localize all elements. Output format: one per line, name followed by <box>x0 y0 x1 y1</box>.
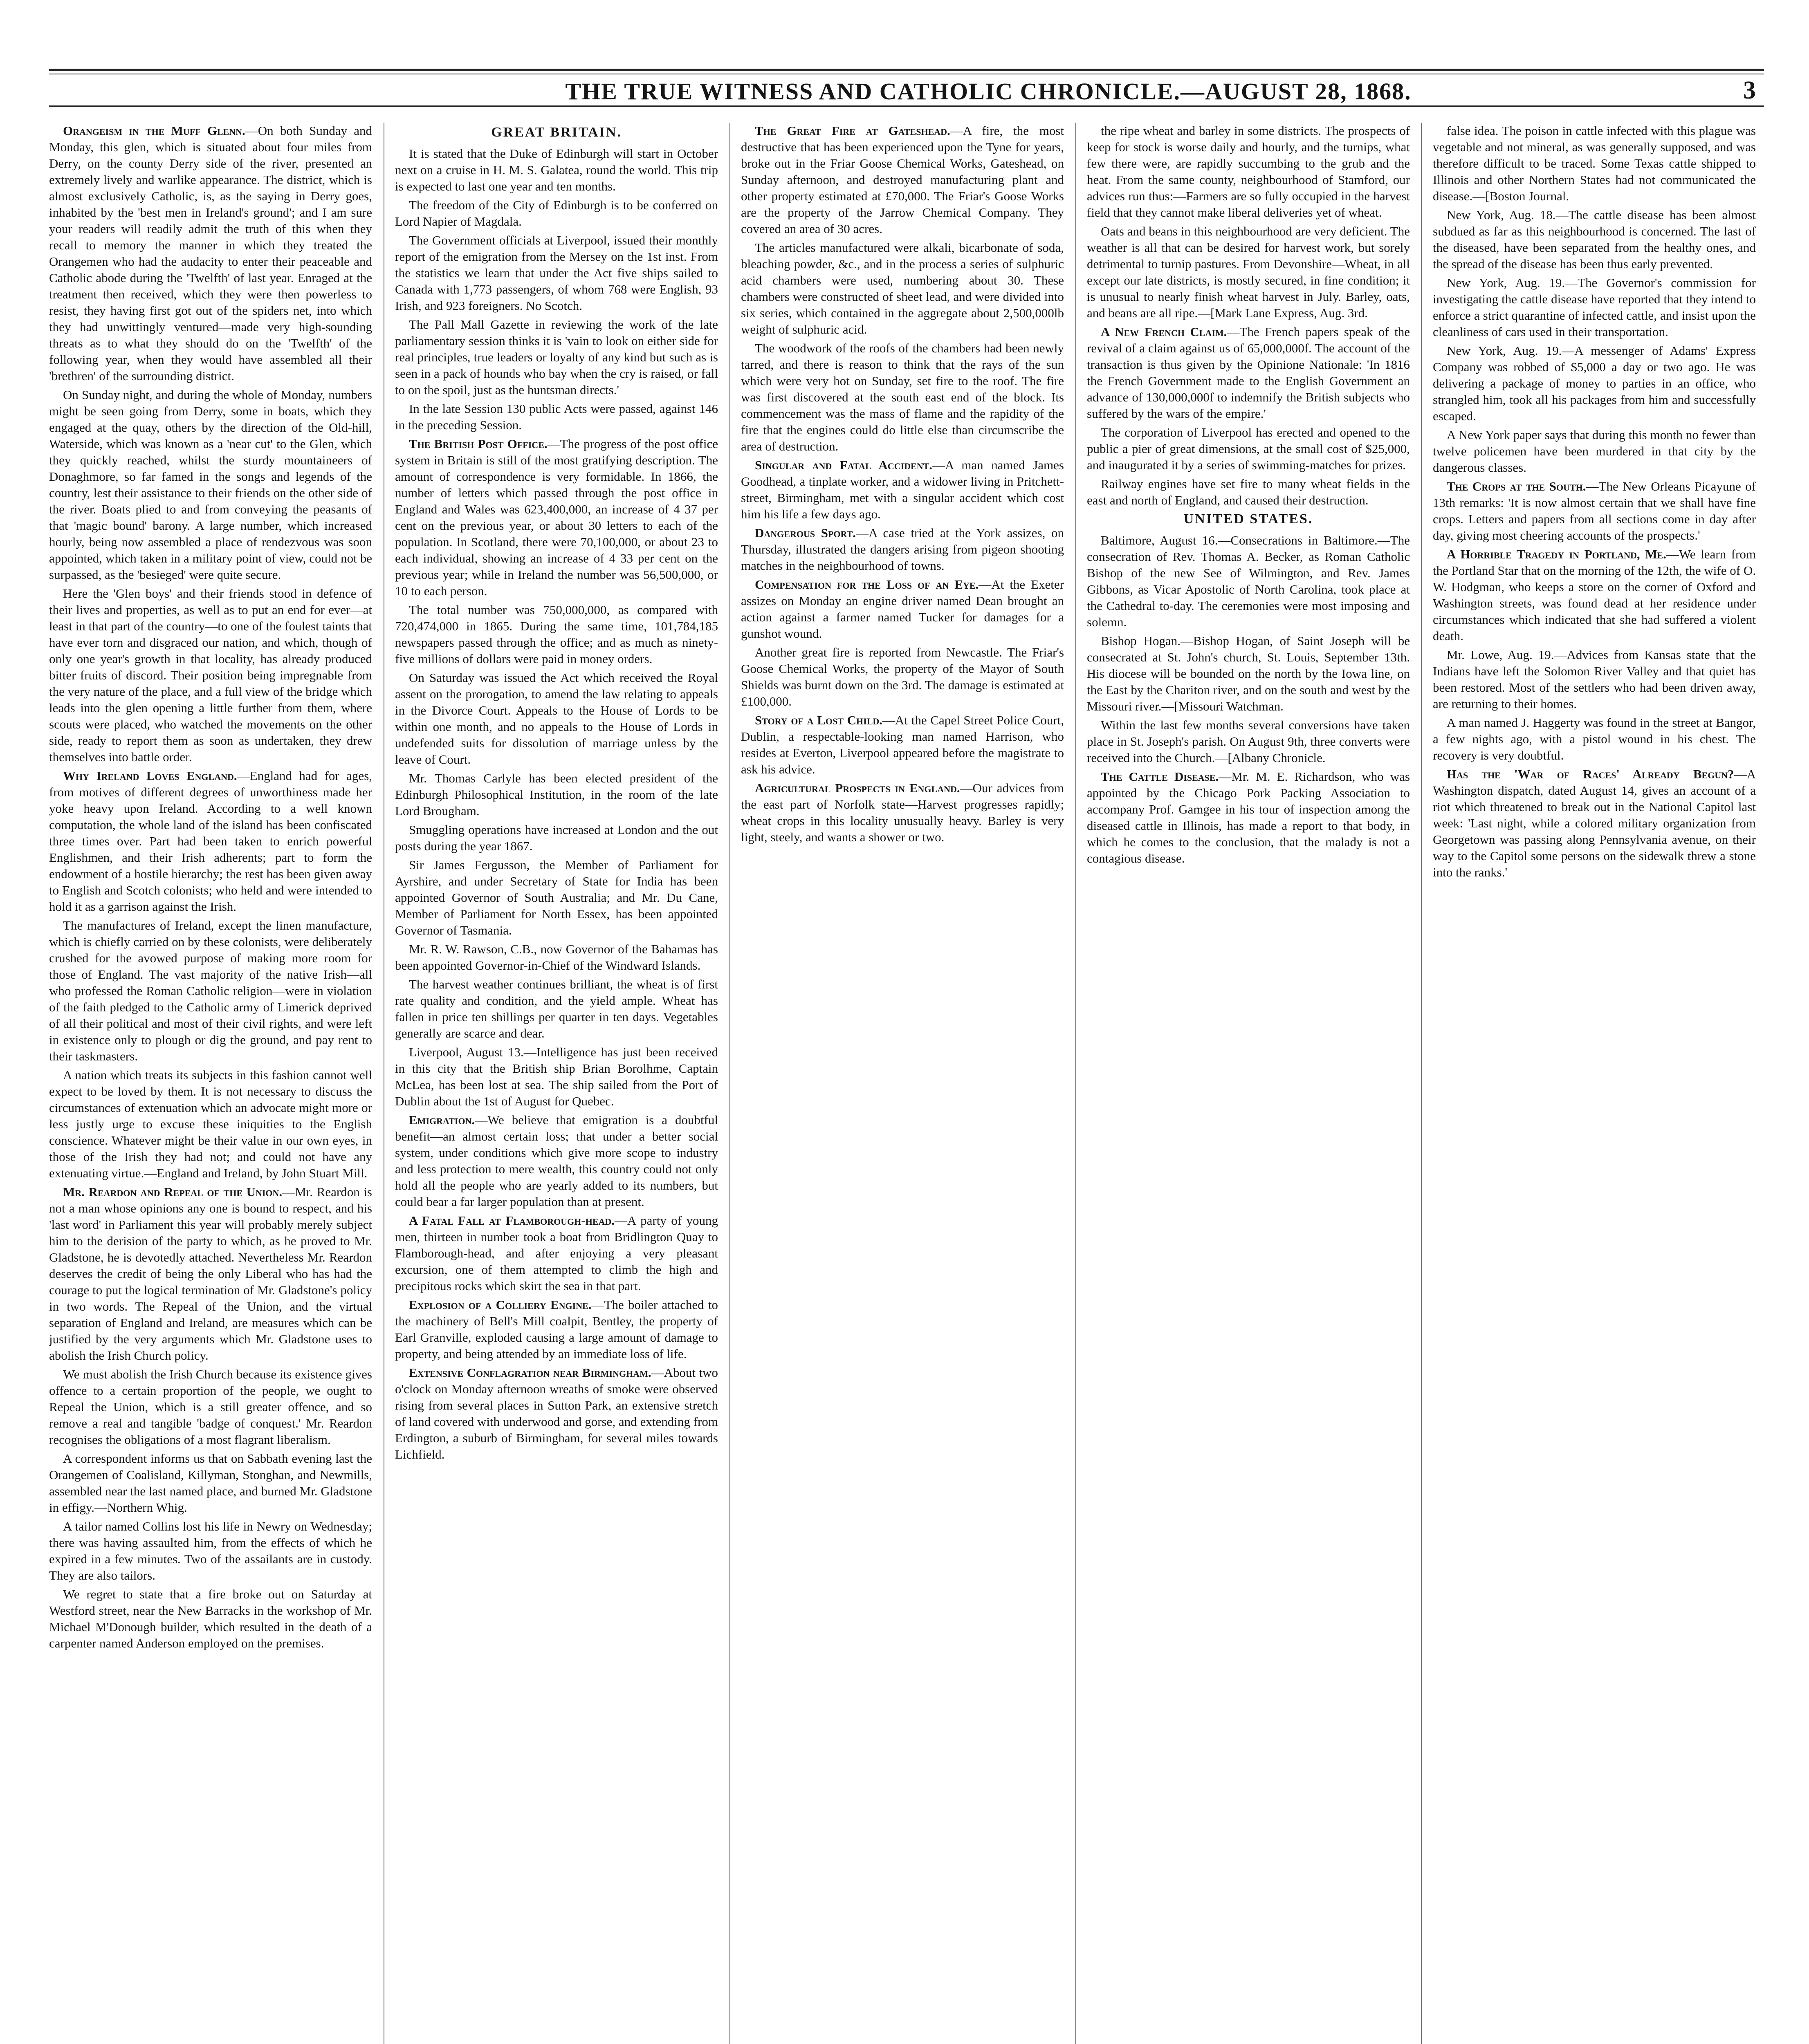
article-text: the ripe wheat and barley in some districts. The prospects of keep for stock is worse daily and hourly, and the turnips, what few there were, are rapidly succumbing to the grub and the heat. From the same county, neighbourhood of Stamford, our advices run thus:—Farmers are so fully occupied in the harvest field that they cannot make liberal deliveries yet of wheat. <box>1087 123 1410 220</box>
article-text: A correspondent informs us that on Sabbath evening last the Orangemen of Coalisland, Killyman, Stonghan, and Newmills, assembled near the last named place, and burned Mr. Gladstone in effigy.—Northern Whig. <box>49 1451 372 1515</box>
article-text: —A party of young men, thirteen in number took a boat from Bridlington Quay to Flamborough-head, and after enjoying a very pleasant excursion, one of them attempted to climb the high and precipitous rocks which skirt the sea in that part. <box>395 1213 718 1293</box>
article-text: —At the Capel Street Police Court, Dublin, a respectable-looking man named Harrison, who resides at Everton, Liverpool appeared before the magistrate to ask his advice. <box>741 713 1064 776</box>
article-text: A New York paper says that during this month no fewer than twelve policemen have been murdered in that city by the dangerous classes. <box>1433 428 1756 475</box>
article-text: The articles manufactured were alkali, bicarbonate of soda, bleaching powder, &c., and in the process a series of sulphuric acid chambers were used, numbering about 30. These chambers were constructed of sheet lead, and were divided into six series, which contained in the aggregate about 2,500,000lb weight of sulphuric acid. <box>741 240 1064 336</box>
article-text: —On both Sunday and Monday, this glen, which is situated about four miles from Derry, on the county Derry side of the river, presented an extremely lively and warlike appearance. The district, which is almost exclusively Catholic, is, as the saying in Derry goes, inhabited by the 'best men in Ireland's ground'; and I am sure your readers will readily admit the truth of this when they recall to memory the manner in which they treated the Orangemen who had the audacity to enter their peaceable and Catholic abode during the 'Twelfth' of last year. Enraged at the treatment then received, which they were then powerless to resist, they having first got out of the spiders net, into which they had unwittingly ventured—made very high-sounding threats as to what they should do on the 'Twelfth' of the following year, when they would have assembled all their 'brethren' of the surrounding district. <box>49 123 372 383</box>
section-heading: GREAT BRITAIN. <box>491 125 622 140</box>
article-paragraph <box>1087 532 1410 630</box>
article-headline: Explosion of a Colliery Engine. <box>409 1298 592 1312</box>
article-paragraph <box>1087 633 1410 715</box>
article-headline: Dangerous Sport. <box>755 526 856 540</box>
article-paragraph <box>1433 427 1756 476</box>
article-paragraph <box>395 976 718 1042</box>
article-text: Mr. R. W. Rawson, C.B., now Governor of the Bahamas has been appointed Governor-in-Chief of the Windward Islands. <box>395 942 718 973</box>
article-text: —Mr. M. E. Richardson, who was appointed by the Chicago Pork Packing Association to accompany Prof. Gamgee in his tour of inspection among the diseased cattle in Illinois, has made a report to that body, in which he comes to the conclusion, that the malady is not a contagious disease. <box>1087 769 1410 865</box>
article-text: In the late Session 130 public Acts were passed, against 146 in the preceding Session. <box>395 401 718 432</box>
article-paragraph <box>741 644 1064 710</box>
article-paragraph <box>1433 546 1756 644</box>
article-text: Railway engines have set fire to many wheat fields in the east and north of England, and caused their destruction. <box>1087 477 1410 507</box>
article-text: —Our advices from the east part of Norfolk state—Harvest progresses rapidly; wheat crops in this locality unusually heavy. Barley is very light, steely, and wants a shower or two. <box>741 781 1064 844</box>
article-headline: A New French Claim. <box>1101 325 1227 339</box>
article-paragraph <box>1087 123 1410 221</box>
article-text: Another great fire is reported from Newcastle. The Friar's Goose Chemical Works, the property of the Mayor of South Shields was burnt down on the 3rd. The damage is estimated at £100,000. <box>741 645 1064 708</box>
article-paragraph <box>1433 207 1756 272</box>
article-text: We regret to state that a fire broke out on Saturday at Westford street, near the New Barracks in the workshop of Mr. Michael M'Donough builder, which resulted in the death of a carpenter named Anderson employed on the premises. <box>49 1587 372 1650</box>
article-text: —Mr. Reardon is not a man whose opinions any one is bound to respect, and his 'last word' in Parliament this year will probably merely subject him to the derision of the party to which, as he proved to Mr. Gladstone, he is devotedly attached. Nevertheless Mr. Reardon deserves the credit of being the only Liberal who has had the courage to put the logical termination of Mr. Gladstone's policy in two words. The Repeal of the Union, and the virtual separation of England and Ireland, are measures which can be justified by the very arguments which Mr. Gladstone uses to abolish the Irish Church policy. <box>49 1185 372 1363</box>
article-paragraph <box>395 436 718 599</box>
article-text: A nation which treats its subjects in this fashion cannot well expect to be loved by them. It is not necessary to discuss the circumstances of extenuation which an advocate might more or less justly urge to excuse these iniquities to the English conscience. Whatever might be their value in our own eyes, in those of the Irish they had not; and could not have any extenuating virtue.—England and Ireland, by John Stuart Mill. <box>49 1068 372 1180</box>
column-divider <box>729 123 730 2044</box>
article-text: —The New Orleans Picayune of 13th remarks: 'It is now almost certain that we shall have fine crops. Letters and papers from all sections come in day after day, giving most cheering accounts of the prospects.' <box>1433 479 1756 542</box>
article-text: The harvest weather continues brilliant, the wheat is of first rate quality and condition, and the yield ample. Wheat has fallen in price ten shillings per quarter in ten days. Vegetables generally are scarce and dear. <box>395 977 718 1040</box>
article-headline: The Great Fire at Gateshead. <box>755 123 950 138</box>
article-paragraph <box>49 1450 372 1516</box>
article-paragraph <box>741 123 1064 237</box>
article-paragraph <box>395 316 718 398</box>
article-text: —England had for ages, from motives of different degrees of unworthiness made her yoke heavy upon Ireland. According to a well known computation, the whole land of the island has been confiscated three times over. Part had been taken to enrich powerful Englishmen, and their Irish adherents; part to form the endowment of a hostile hierarchy; the rest has been given away to English and Scotch colonists; who held and were intended to hold it as a garrison against the Irish. <box>49 769 372 914</box>
column-2 <box>395 123 718 2044</box>
article-text: Bishop Hogan.—Bishop Hogan, of Saint Joseph will be consecrated at St. John's church, St. Louis, September 13th. His diocese will be bounded on the north by the Iowa line, on the East by the Chariton river, and on the south and west by the Missouri river.—[Missouri Watchman. <box>1087 634 1410 713</box>
article-paragraph <box>741 525 1064 574</box>
article-text: —A case tried at the York assizes, on Thursday, illustrated the dangers arising from pigeon shooting matches in the neighbourhood of towns. <box>741 526 1064 573</box>
article-text: Sir James Fergusson, the Member of Parliament for Ayrshire, and under Secretary of State for India has been appointed Governor of South Australia; and Mr. Du Cane, Member of Parliament for North Essex, has been appointed Governor of Tasmania. <box>395 858 718 937</box>
article-paragraph <box>741 457 1064 522</box>
section-heading: UNITED STATES. <box>1183 511 1313 527</box>
article-paragraph <box>1433 478 1756 544</box>
masthead <box>49 69 1764 108</box>
article-text: —The boiler attached to the machinery of Bell's Mill coalpit, Bentley, the property of Earl Granville, exploded causing a large amount of damage to property, and being attended by an immediate loss of life. <box>395 1298 718 1361</box>
article-paragraph <box>49 1518 372 1584</box>
article-paragraph <box>49 917 372 1065</box>
article-text: The manufactures of Ireland, except the linen manufacture, which is chiefly carried on by these colonists, were deliberately crushed for the avowed purpose of making more room for those of England. The vast majority of the native Irish—all who professed the Roman Catholic religion—were in violation of the faith pledged to the Catholic army of Limerick deprived of all their political and most of their civil rights, and were left in existence only to plough or dig the ground, and pay rent to their taskmasters. <box>49 918 372 1063</box>
column-divider <box>1421 123 1422 2044</box>
article-headline: Story of a Lost Child. <box>755 713 883 727</box>
column-divider <box>1075 123 1076 2044</box>
article-text: New York, Aug. 18.—The cattle disease has been almost subdued as far as this neighbourhood is concerned. The last of the diseased, have been separated from the healthy ones, and the spread of the disease has been thus early prevented. <box>1433 208 1756 271</box>
article-text: —A Washington dispatch, dated August 14, gives an account of a riot which threatened to break out in the National Capitol last week: 'Last night, while a colored military organization from Georgetown was passing along Pennsylvania avenue, on their way to the Capitol some persons on the sidewalk threw a stone into the ranks.' <box>1433 767 1756 879</box>
article-text: Liverpool, August 13.—Intelligence has just been received in this city that the British ship Brian Borolhme, Captain McLea, has been lost at sea. The ship sailed from the Port of Dublin about the 1st of August for Quebec. <box>395 1045 718 1108</box>
article-text: It is stated that the Duke of Edinburgh will start in October next on a cruise in H. M. S. Galatea, round the world. This trip is expected to last one year and ten months. <box>395 146 718 193</box>
article-paragraph <box>1433 647 1756 712</box>
article-paragraph <box>49 1366 372 1448</box>
article-text: —The progress of the post office system in Britain is still of the most gratifying description. The amount of correspondence is very formidable. In 1866, the number of letters which passed through the post office in England and Wales was 623,400,000, an increase of 4 37 per cent on the previous year, or about 30 letters to each of the population. In Scotland, there were 70,100,000, or about 23 to each individual, showing an increase of 4 33 per cent on the previous year; while in Ireland the number was 56,500,000, or 10 to each person. <box>395 437 718 598</box>
article-columns <box>49 123 1764 2044</box>
article-text: Here the 'Glen boys' and their friends stood in defence of their lives and properties, as well as to put an end for ever—at least in that part of the country—to one of the foulest taints that have ever torn and disgraced our nation, and which, though of only one year's growth in that locality, has already produced bitter fruits of discord. Their position being impregnable from the very nature of the place, and a full view of the bridge which leads into the glen opening a little further from them, where scouts were placed, who watched the movements on the other side, ready to report them as soon as undertaken, they drew themselves into battle order. <box>49 586 372 764</box>
article-text: New York, Aug. 19.—The Governor's commission for investigating the cattle disease have reported that they intend to enforce a strict quarantine of infected cattle, and insist upon the cleanliness of cars used in their transportation. <box>1433 276 1756 339</box>
article-text: The total number was 750,000,000, as compared with 720,474,000 in 1865. During the same time, 101,784,185 newspapers passed through the office; and as much as ninety-five millions of dollars were paid in money orders. <box>395 603 718 666</box>
article-text: On Sunday night, and during the whole of Monday, numbers might be seen going from Derry, some in boats, which they engaged at the quay, others by the direction of the Old-hill, Waterside, which was known as a 'near cut' to the Glen, which they quickly reached, whilst the sturdy mountaineers of Donaghmore, so far famed in the songs and legends of the country, lest their assistance to their friends on the other side of the river. Boats plied to and from conveying the peasants of that 'magic bound' barony. A large number, which increased hourly, being now assembled a place of rendezvous was soon appointed, which taken in a military point of view, could not be surpassed, as the 'besieged' were quite secure. <box>49 388 372 582</box>
article-paragraph <box>1087 717 1410 766</box>
article-text: —The French papers speak of the revival of a claim against us of 65,000,000f. The account of the transaction is thus given by the Opinione Nationale: 'In 1816 the French Government made to the English Government an advance of 130,000,000f to indemnify the British subjects who suffered by the wars of the empire.' <box>1087 325 1410 421</box>
article-paragraph <box>395 1112 718 1210</box>
article-paragraph <box>395 941 718 974</box>
article-headline: The Crops at the South. <box>1447 479 1586 493</box>
article-paragraph <box>49 1067 372 1181</box>
article-text: A man named J. Haggerty was found in the street at Bangor, a few nights ago, with a pistol wound in his chest. The recovery is very doubtful. <box>1433 715 1756 762</box>
article-paragraph <box>49 1586 372 1652</box>
article-text: A tailor named Collins lost his life in Newry on Wednesday; there was having assaulted him, from the effects of which he expired in a few minutes. Two of the assailants are in custody. They are also tailors. <box>49 1519 372 1582</box>
article-paragraph <box>1087 769 1410 867</box>
article-paragraph <box>395 146 718 195</box>
article-text: —We believe that emigration is a doubtful benefit—an almost certain loss; that under a better social system, under conditions which give more scope to industry and less protection to mere wealth, this country could not only hold all the people who are yearly added to its numbers, but could bear a far larger population than at present. <box>395 1113 718 1209</box>
newspaper-title: THE TRUE WITNESS AND CATHOLIC CHRONICLE.—AUGUST 28, 1868. <box>565 78 1412 105</box>
article-paragraph <box>49 585 372 765</box>
article-headline: The British Post Office. <box>409 437 548 451</box>
article-paragraph <box>49 1184 372 1364</box>
column-1 <box>49 123 372 2044</box>
column-3 <box>741 123 1064 2044</box>
article-headline: Emigration. <box>409 1113 475 1127</box>
article-headline: Mr. Reardon and Repeal of the Union. <box>63 1185 283 1199</box>
article-paragraph <box>1433 715 1756 764</box>
article-paragraph <box>1087 223 1410 321</box>
article-paragraph <box>741 576 1064 642</box>
article-headline: Agricultural Prospects in England. <box>755 781 960 795</box>
article-headline: A Fatal Fall at Flamborough-head. <box>409 1213 615 1228</box>
article-paragraph <box>395 670 718 768</box>
article-paragraph <box>395 1365 718 1463</box>
article-paragraph <box>1433 766 1756 881</box>
article-headline: Orangeism in the Muff Glenn. <box>63 123 245 138</box>
article-text: The Pall Mall Gazette in reviewing the work of the late parliamentary session thinks it is 'vain to look on either side for real principles, true leaders or loyalty of any kind but such as is seen in a pack of hounds who bay when the cry is raised, or fall to on the spoil, just as the huntsman directs.' <box>395 317 718 397</box>
article-paragraph <box>1087 424 1410 473</box>
article-paragraph <box>49 123 372 384</box>
article-text: —About two o'clock on Monday afternoon wreaths of smoke were observed rising from several places in Sutton Park, an extensive stretch of land covered with underwood and gorse, and extending from Erdington, a suburb of Birmingham, for several miles towards Lichfield. <box>395 1365 718 1461</box>
article-paragraph <box>741 240 1064 338</box>
article-text: —At the Exeter assizes on Monday an engine driver named Dean brought an action against a farmer named Tucker for damages for a gunshot wound. <box>741 577 1064 641</box>
masthead-rule-top <box>49 69 1764 71</box>
article-headline: Extensive Conflagration near Birmingham. <box>409 1365 651 1380</box>
article-paragraph <box>741 780 1064 845</box>
article-text: Smuggling operations have increased at London and the out posts during the year 1867. <box>395 823 718 853</box>
article-text: Mr. Lowe, Aug. 19.—Advices from Kansas state that the Indians have left the Solomon River Valley and that quiet has been restored. Most of the settlers who had been driven away, are returning to their homes. <box>1433 648 1756 711</box>
article-paragraph <box>741 712 1064 778</box>
article-text: The Government officials at Liverpool, issued their monthly report of the emigration from the Mersey on the 1st inst. From the statistics we learn that under the Act five ships sailed to Canada with 1,773 passengers, of whom 768 were English, 93 Irish, and 923 foreigners. No Scotch. <box>395 233 718 313</box>
article-paragraph <box>1087 476 1410 509</box>
article-paragraph <box>395 770 718 819</box>
article-paragraph <box>49 768 372 915</box>
article-text: The woodwork of the roofs of the chambers had been newly tarred, and there is reason to think that the rays of the sun which were very hot on Sunday, set fire to the roof. The fire was first discovered at the south east end of the block. Its commencement was the mass of flame and the rapidity of the fire that the engines could do little else than circumscribe the area of destruction. <box>741 341 1064 453</box>
article-paragraph <box>1087 324 1410 422</box>
article-text: Oats and beans in this neighbourhood are very deficient. The weather is all that can be desired for harvest work, but sorely detrimental to turnip pastures. From Devonshire—Wheat, in all except our late districts, is mostly secured, in fine condition; it is unusual to nearly finish wheat harvest in July. Barley, oats, and beans are all ripe.—[Mark Lane Express, Aug. 3rd. <box>1087 224 1410 320</box>
article-text: The freedom of the City of Edinburgh is to be conferred on Lord Napier of Magdala. <box>395 198 718 229</box>
article-headline: The Cattle Disease. <box>1101 769 1219 784</box>
article-paragraph <box>395 602 718 667</box>
page-number: 3 <box>1743 76 1756 104</box>
article-paragraph <box>395 1213 718 1294</box>
article-paragraph <box>395 1044 718 1109</box>
article-text: We must abolish the Irish Church because its existence gives offence to a certain proportion of the people, we ought to Repeal the Union, which is a still greater offence, and so remove a real and tangible 'badge of conquest.' Mr. Reardon recognises the obligations of a most flagrant liberalism. <box>49 1367 372 1447</box>
article-text: The corporation of Liverpool has erected and opened to the public a pier of great dimensions, at the small cost of $25,000, and inaugurated it by a series of swimming-matches for prizes. <box>1087 425 1410 472</box>
article-text: On Saturday was issued the Act which received the Royal assent on the prorogation, to amend the law relating to appeals in the Divorce Court. Appeals to the House of Lords to be within one month, and no appeals to the House of Lords in undefended suits for dissolution of marriage unless by the leave of Court. <box>395 670 718 766</box>
article-paragraph <box>1433 343 1756 424</box>
article-paragraph <box>395 197 718 230</box>
article-paragraph <box>395 232 718 314</box>
article-headline: Singular and Fatal Accident. <box>755 458 933 472</box>
article-text: New York, Aug. 19.—A messenger of Adams' Express Company was robbed of $5,000 a day or two ago. He was delivering a package of money to parties in an office, who strangled him, took all his packages from him and successfully escaped. <box>1433 343 1756 423</box>
article-paragraph <box>395 857 718 939</box>
article-text: —We learn from the Portland Star that on the morning of the 12th, the wife of O. W. Hodgman, who keeps a store on the corner of Oxford and Washington streets, was found dead at her residence under circumstances which indicated that she had suffered a violent death. <box>1433 547 1756 643</box>
article-paragraph <box>395 822 718 854</box>
article-paragraph <box>1433 123 1756 204</box>
article-text: Within the last few months several conversions have taken place in St. Joseph's parish. On August 9th, three converts were received into the Church.—[Albany Chronicle. <box>1087 718 1410 765</box>
article-headline: Why Ireland Loves England. <box>63 769 237 783</box>
column-4 <box>1087 123 1410 2044</box>
article-paragraph <box>1433 275 1756 340</box>
article-paragraph <box>49 387 372 583</box>
article-text: Baltimore, August 16.—Consecrations in Baltimore.—The consecration of Rev. Thomas A. Becker, as Roman Catholic Bishop of the new See of Wilmington, and Rev. James Gibbons, as Vicar Apostolic of North Carolina, took place at the Cathedral to-day. The ceremonies were most imposing and solemn. <box>1087 533 1410 629</box>
article-headline: A Horrible Tragedy in Portland, Me. <box>1447 547 1666 561</box>
article-headline: Compensation for the Loss of an Eye. <box>755 577 979 592</box>
article-headline: Has the 'War of Races' Already Begun? <box>1447 767 1734 781</box>
article-text: Mr. Thomas Carlyle has been elected president of the Edinburgh Philosophical Institution, in the room of the late Lord Brougham. <box>395 771 718 818</box>
article-paragraph <box>395 1297 718 1362</box>
article-paragraph <box>395 401 718 433</box>
column-5 <box>1433 123 1756 2044</box>
article-text: —A fire, the most destructive that has been experienced upon the Tyne for years, broke out in the Friar Goose Chemical Works, Gateshead, on Sunday afternoon, and destroyed manufacturing plant and other property estimated at £70,000. The Friar's Goose Works are the property of the Jarrow Chemical Company. They covered an area of 30 acres. <box>741 123 1064 236</box>
article-text: —A man named James Goodhead, a tinplate worker, and a widower living in Pritchett-street, Birmingham, met with a singular accident which cost him his life a few days ago. <box>741 458 1064 521</box>
article-paragraph <box>741 340 1064 455</box>
masthead-rule-bottom <box>49 105 1764 107</box>
article-text: false idea. The poison in cattle infected with this plague was vegetable and not mineral, as was generally supposed, and was therefore difficult to be traced. Some Texas cattle shipped to Illinois and other Northern States had not communicated the disease.—[Boston Journal. <box>1433 123 1756 203</box>
